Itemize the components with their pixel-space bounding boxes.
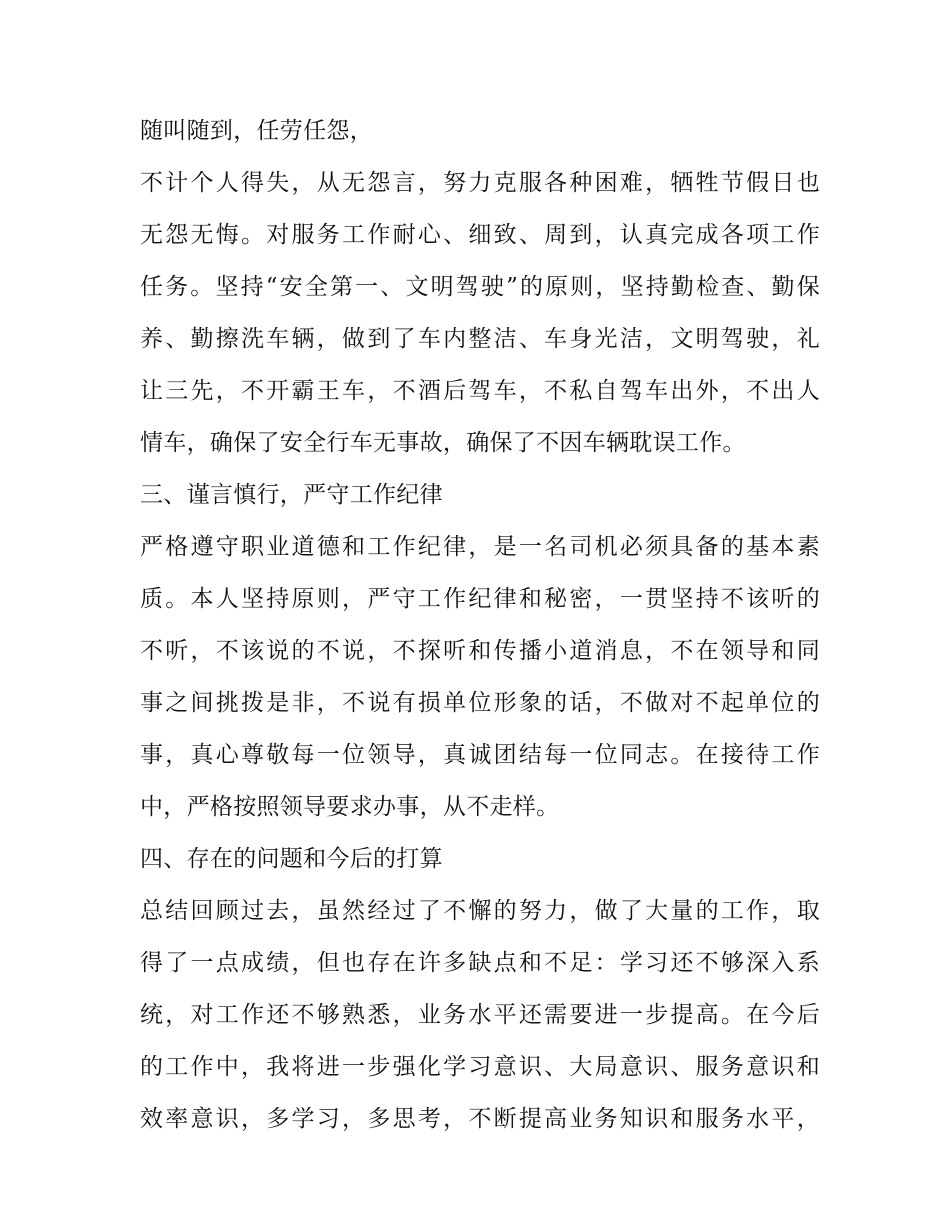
section-heading-4: 四、存在的问题和今后的打算	[140, 846, 443, 872]
text-line-1: 随叫随到，任劳任怨，	[140, 118, 373, 144]
text-line-10: 质。本人坚持原则，严守工作纪律和秘密，一贯坚持不该听的	[140, 586, 820, 612]
text-line-14: 中，严格按照领导要求办事，从不走样。	[140, 794, 560, 820]
text-line-17: 得了一点成绩，但也存在许多缺点和不足：学习还不够深入系	[140, 950, 820, 976]
text-line-5: 养、勤擦洗车辆，做到了车内整洁、车身光洁，文明驾驶，礼	[140, 326, 820, 352]
text-line-20: 效率意识，多学习，多思考，不断提高业务知识和服务水平，	[140, 1106, 820, 1132]
text-line-4: 任务。坚持“安全第一、文明驾驶”的原则，坚持勤检查、勤保	[140, 274, 820, 300]
text-line-12: 事之间挑拨是非，不说有损单位形象的话，不做对不起单位的	[140, 690, 820, 716]
section-heading-3: 三、谨言慎行，严守工作纪律	[140, 482, 443, 508]
text-line-13: 事，真心尊敬每一位领导，真诚团结每一位同志。在接待工作	[140, 742, 820, 768]
text-line-16: 总结回顾过去，虽然经过了不懈的努力，做了大量的工作，取	[140, 898, 820, 924]
text-line-9: 严格遵守职业道德和工作纪律，是一名司机必须具备的基本素	[140, 534, 820, 560]
text-line-11: 不听，不该说的不说，不探听和传播小道消息，不在领导和同	[140, 638, 820, 664]
text-line-18: 统，对工作还不够熟悉，业务水平还需要进一步提高。在今后	[140, 1002, 820, 1028]
document-body	[140, 105, 820, 1145]
text-line-2: 不计个人得失，从无怨言，努力克服各种困难，牺牲节假日也	[140, 170, 820, 196]
text-line-3: 无怨无悔。对服务工作耐心、细致、周到，认真完成各项工作	[140, 222, 820, 248]
text-line-6: 让三先，不开霸王车，不酒后驾车，不私自驾车出外，不出人	[140, 378, 820, 404]
text-line-19: 的工作中，我将进一步强化学习意识、大局意识、服务意识和	[140, 1054, 820, 1080]
text-line-7: 情车，确保了安全行车无事故，确保了不因车辆耽误工作。	[140, 430, 746, 456]
